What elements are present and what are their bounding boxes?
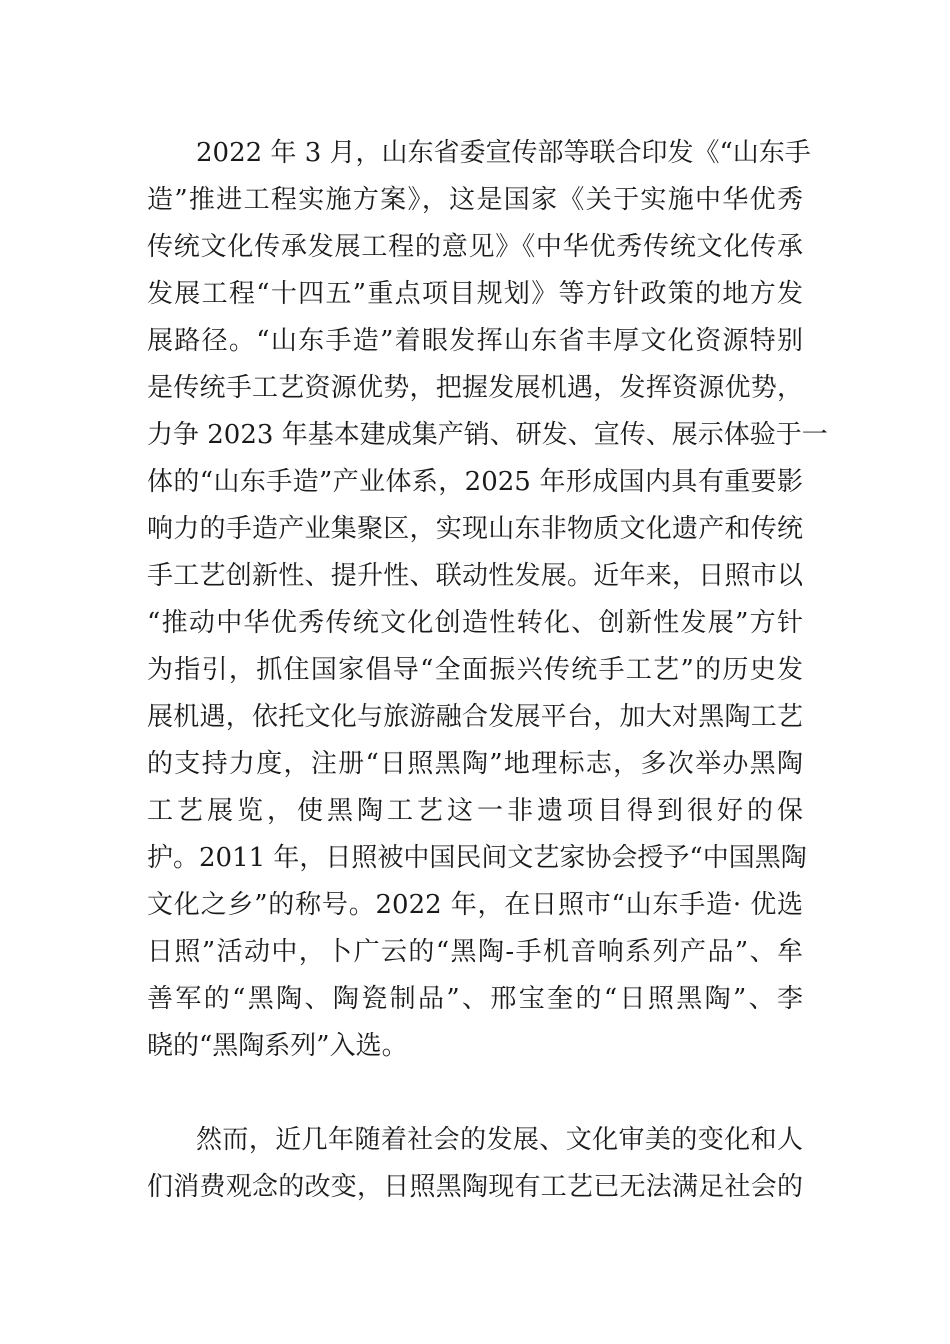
- text-line: 护。2011 年，日照被中国民间文艺家协会授予“中国黑陶: [147, 843, 807, 873]
- text-line: 手工艺创新性、提升性、联动性发展。近年来，日照市以: [147, 561, 803, 591]
- text-line: 2022 年 3 月，山东省委宣传部等联合印发《“山东手: [196, 138, 811, 168]
- text-line: 造”推进工程实施方案》，这是国家《关于实施中华优秀: [147, 185, 803, 215]
- text-line: 展路径。“山东手造”着眼发挥山东省丰厚文化资源特别: [147, 326, 803, 356]
- text-line: 文化之乡”的称号。2022 年，在日照市“山东手造· 优选: [147, 890, 803, 920]
- text-line: 们消费观念的改变，日照黑陶现有工艺已无法满足社会的: [147, 1172, 803, 1202]
- text-line: 晓的“黑陶系列”入选。: [147, 1031, 408, 1061]
- text-line: 力争 2023 年基本建成集产销、研发、宣传、展示体验于一: [147, 420, 828, 450]
- text-line: 日照”活动中，卜广云的“黑陶-手机音响系列产品”、牟: [147, 937, 803, 967]
- text-line: 然而，近几年随着社会的发展、文化审美的变化和人: [196, 1125, 803, 1155]
- text-line: 工艺展览，使黑陶工艺这一非遗项目得到很好的保: [147, 796, 803, 826]
- text-line: 善军的“黑陶、陶瓷制品”、邢宝奎的“日照黑陶”、李: [147, 984, 803, 1014]
- text-line: 响力的手造产业集聚区，实现山东非物质文化遗产和传统: [147, 514, 803, 544]
- text-line: 的支持力度，注册“日照黑陶”地理标志，多次举办黑陶: [147, 749, 803, 779]
- text-line: 发展工程“十四五”重点项目规划》等方针政策的地方发: [147, 279, 803, 309]
- text-line: 是传统手工艺资源优势，把握发展机遇，发挥资源优势，: [147, 373, 803, 403]
- text-line: 展机遇，依托文化与旅游融合发展平台，加大对黑陶工艺: [147, 702, 803, 732]
- text-line: “推动中华优秀传统文化创造性转化、创新性发展”方针: [147, 608, 803, 638]
- text-line: 体的“山东手造”产业体系，2025 年形成国内具有重要影: [147, 467, 803, 497]
- text-line: 为指引，抓住国家倡导“全面振兴传统手工艺”的历史发: [147, 655, 803, 685]
- text-line: 传统文化传承发展工程的意见》《中华优秀传统文化传承: [147, 232, 803, 262]
